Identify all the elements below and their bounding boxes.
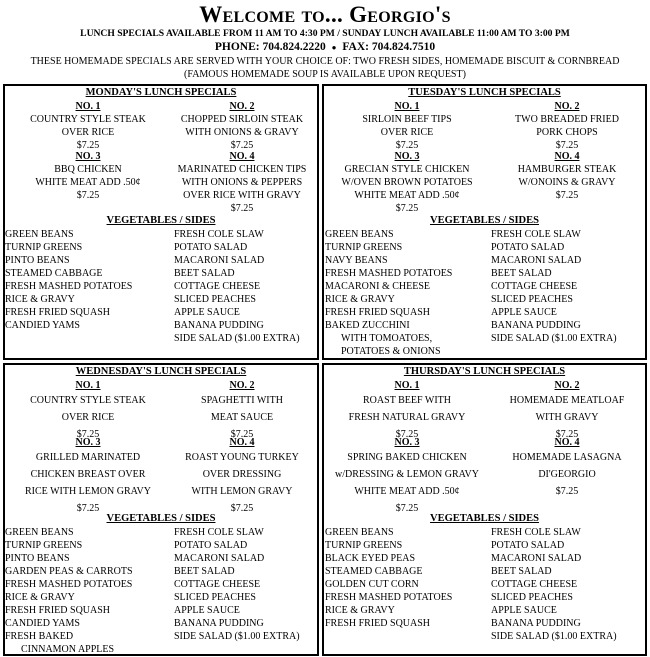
- special-number: NO. 1: [394, 380, 420, 391]
- special-line: HOMEMADE MEATLOAF: [509, 395, 625, 406]
- side-item: TURNIP GREENS: [5, 242, 83, 253]
- side-item: BAKED ZUCCHINI: [325, 320, 410, 331]
- vegetables-left-list: [5, 228, 132, 332]
- side-item: FRESH FRIED SQUASH: [325, 618, 431, 629]
- wednesday-title: WEDNESDAY'S LUNCH SPECIALS: [75, 366, 247, 377]
- side-item: BEET SALAD: [491, 268, 552, 279]
- side-item: RICE & GRAVY: [325, 605, 395, 616]
- side-item: FRESH MASHED POTATOES: [5, 281, 133, 292]
- side-item: COTTAGE CHEESE: [491, 579, 578, 590]
- special-line: BBQ CHICKEN: [54, 164, 122, 175]
- page-title: Welcome to... Georgio's: [199, 2, 451, 27]
- monday-special-n1: [11, 101, 165, 152]
- special-line: COUNTRY STYLE STEAK: [30, 395, 146, 406]
- special-line: HOMEMADE LASAGNA: [512, 452, 622, 463]
- side-item: GREEN BEANS: [325, 229, 394, 240]
- side-item: GOLDEN CUT CORN: [325, 579, 419, 590]
- special-line: FRESH NATURAL GRAVY: [348, 412, 466, 423]
- special-line: DI'GEORGIO: [538, 469, 596, 480]
- side-item: COTTAGE CHEESE: [174, 579, 261, 590]
- side-item: BANANA PUDDING: [174, 618, 264, 629]
- special-line: OVER RICE: [61, 127, 115, 138]
- vegetables-sides-title: VEGETABLES / SIDES: [430, 513, 539, 524]
- special-line: $7.25: [555, 429, 579, 440]
- tuesday-special-n1: [330, 101, 484, 152]
- special-line: $7.25: [76, 190, 100, 201]
- special-line: $7.25: [230, 140, 254, 151]
- side-item: SLICED PEACHES: [491, 592, 573, 603]
- side-item: APPLE SAUCE: [491, 307, 557, 318]
- fax-number: FAX: 704.824.7510: [342, 41, 436, 53]
- special-line: WHITE MEAT ADD .50¢: [354, 190, 460, 201]
- special-line: ROAST YOUNG TURKEY: [185, 452, 299, 463]
- thursday-special-n4: [490, 437, 644, 500]
- side-item: GREEN BEANS: [5, 527, 74, 538]
- vegetables-left-list: [325, 228, 452, 358]
- side-item: POTATO SALAD: [491, 242, 565, 253]
- tuesday-specials-box: [322, 84, 647, 360]
- side-item: BEET SALAD: [174, 566, 235, 577]
- side-item: GREEN BEANS: [5, 229, 74, 240]
- special-line: $7.25: [395, 503, 419, 514]
- side-item: FRESH COLE SLAW: [174, 527, 264, 538]
- thursday-special-n1: [330, 380, 484, 443]
- side-item: FRESH MASHED POTATOES: [5, 579, 133, 590]
- special-line: GRECIAN STYLE CHICKEN: [344, 164, 470, 175]
- side-item: APPLE SAUCE: [174, 605, 240, 616]
- special-line: MEAT SAUCE: [210, 412, 274, 423]
- special-line: TWO BREADED FRIED: [515, 114, 619, 125]
- side-item: RICE & GRAVY: [325, 294, 395, 305]
- special-number: NO. 4: [554, 151, 580, 162]
- tuesday-special-n3: [330, 151, 484, 215]
- special-line: WITH GRAVY: [535, 412, 599, 423]
- vegetables-left-list: [325, 526, 452, 630]
- vegetables-right-list: [174, 526, 300, 643]
- special-line: GRILLED MARINATED: [35, 452, 141, 463]
- special-number: NO. 4: [229, 151, 255, 162]
- side-item: SIDE SALAD ($1.00 EXTRA): [491, 333, 617, 344]
- vegetables-right-list: [491, 228, 617, 345]
- special-line: $7.25: [395, 203, 419, 214]
- side-item: FRESH FRIED SQUASH: [325, 307, 431, 318]
- special-line: $7.25: [230, 429, 254, 440]
- side-item: STEAMED CABBAGE: [5, 268, 103, 279]
- special-line: CHICKEN BREAST OVER: [30, 469, 146, 480]
- special-line: w/DRESSING & LEMON GRAVY: [335, 469, 479, 480]
- side-item: FRESH MASHED POTATOES: [325, 268, 453, 279]
- intro-text: THESE HOMEMADE SPECIALS ARE SERVED WITH YOUR CHOICE OF: TWO FRESH SIDES, HOMEMADE BISCUIT & CORNBREAD: [30, 56, 620, 67]
- special-number: NO. 2: [554, 380, 580, 391]
- special-line: $7.25: [395, 429, 419, 440]
- vegetables-sides-title: VEGETABLES / SIDES: [430, 215, 539, 226]
- special-line: PORK CHOPS: [536, 127, 598, 138]
- side-item: PINTO BEANS: [5, 255, 70, 266]
- special-number: NO. 4: [229, 437, 255, 448]
- special-line: W/OVEN BROWN POTATOES: [341, 177, 473, 188]
- side-item: APPLE SAUCE: [174, 307, 240, 318]
- special-line: $7.25: [76, 140, 100, 151]
- special-line: $7.25: [555, 486, 579, 497]
- special-number: NO. 3: [75, 437, 101, 448]
- special-number: NO. 1: [75, 101, 101, 112]
- thursday-special-n3: [330, 437, 484, 517]
- special-line: $7.25: [230, 503, 254, 514]
- special-line: $7.25: [395, 140, 419, 151]
- special-line: WITH ONIONS & GRAVY: [185, 127, 299, 138]
- special-number: NO. 2: [554, 101, 580, 112]
- special-line: MARINATED CHICKEN TIPS: [177, 164, 307, 175]
- special-number: NO. 3: [75, 151, 101, 162]
- monday-title: MONDAY'S LUNCH SPECIALS: [85, 87, 237, 98]
- special-number: NO. 3: [394, 151, 420, 162]
- wednesday-special-n1: [11, 380, 165, 443]
- special-line: SPRING BAKED CHICKEN: [347, 452, 467, 463]
- side-item: SLICED PEACHES: [174, 592, 256, 603]
- side-item: NAVY BEANS: [325, 255, 388, 266]
- lunch-hours: LUNCH SPECIALS AVAILABLE FROM 11 AM TO 4:30 PM / SUNDAY LUNCH AVAILABLE 11:00 AM TO 3:00 PM: [80, 28, 570, 39]
- side-item: COTTAGE CHEESE: [174, 281, 261, 292]
- monday-specials-box: [3, 84, 319, 360]
- special-number: NO. 2: [229, 101, 255, 112]
- side-item: BANANA PUDDING: [491, 320, 581, 331]
- side-item: BLACK EYED PEAS: [325, 553, 416, 564]
- special-line: RICE WITH LEMON GRAVY: [24, 486, 151, 497]
- contact-line: [0, 40, 650, 55]
- side-item: BANANA PUDDING: [174, 320, 264, 331]
- thursday-specials-box: [322, 363, 647, 656]
- special-line: $7.25: [555, 140, 579, 151]
- side-item: MACARONI SALAD: [174, 553, 265, 564]
- special-line: WITH LEMON GRAVY: [191, 486, 293, 497]
- special-line: ROAST BEEF WITH: [363, 395, 451, 406]
- side-item: FRESH MASHED POTATOES: [325, 592, 453, 603]
- vegetables-right-list: [491, 526, 617, 643]
- vegetables-sides-title: VEGETABLES / SIDES: [106, 215, 216, 226]
- side-item: SIDE SALAD ($1.00 EXTRA): [491, 631, 617, 642]
- side-item: MACARONI SALAD: [174, 255, 265, 266]
- side-item: POTATO SALAD: [174, 540, 248, 551]
- side-item: TURNIP GREENS: [325, 242, 403, 253]
- side-item: GARDEN PEAS & CARROTS: [5, 566, 133, 577]
- special-number: NO. 3: [394, 437, 420, 448]
- special-line: $7.25: [76, 429, 100, 440]
- tuesday-title: TUESDAY'S LUNCH SPECIALS: [408, 87, 561, 98]
- special-number: NO. 1: [75, 380, 101, 391]
- side-item: RICE & GRAVY: [5, 592, 75, 603]
- side-item: FRESH FRIED SQUASH: [5, 605, 111, 616]
- bullet-separator: ●: [331, 43, 337, 52]
- monday-special-n4: [165, 151, 319, 215]
- side-item: CANDIED YAMS: [5, 320, 80, 331]
- special-line: SPAGHETTI WITH: [201, 395, 283, 406]
- special-line: OVER RICE: [61, 412, 115, 423]
- side-item: MACARONI SALAD: [491, 553, 582, 564]
- special-number: NO. 4: [554, 437, 580, 448]
- side-item: GREEN BEANS: [325, 527, 394, 538]
- side-item: SLICED PEACHES: [174, 294, 256, 305]
- vegetables-left-list: [5, 526, 133, 656]
- side-item: CINNAMON APPLES: [21, 644, 115, 655]
- side-item: FRESH COLE SLAW: [174, 229, 264, 240]
- wednesday-special-n2: [165, 380, 319, 443]
- wednesday-specials-box: [3, 363, 319, 656]
- tuesday-special-n4: [490, 151, 644, 202]
- special-line: W/ONOINS & GRAVY: [518, 177, 616, 188]
- thursday-title: THURSDAY'S LUNCH SPECIALS: [403, 366, 566, 377]
- wednesday-special-n4: [165, 437, 319, 517]
- thursday-special-n2: [490, 380, 644, 443]
- special-line: WHITE MEAT ADD .50¢: [35, 177, 141, 188]
- special-number: NO. 1: [394, 101, 420, 112]
- wednesday-special-n3: [11, 437, 165, 517]
- monday-special-n3: [11, 151, 165, 202]
- special-line: HAMBURGER STEAK: [517, 164, 617, 175]
- special-line: OVER RICE WITH GRAVY: [183, 190, 301, 201]
- side-item: STEAMED CABBAGE: [325, 566, 423, 577]
- side-item: WITH TOMOATOES,: [341, 333, 433, 344]
- monday-special-n2: [165, 101, 319, 152]
- phone-number: PHONE: 704.824.2220: [214, 41, 326, 53]
- side-item: APPLE SAUCE: [491, 605, 557, 616]
- side-item: BEET SALAD: [174, 268, 235, 279]
- special-line: WITH ONIONS & PEPPERS: [181, 177, 303, 188]
- side-item: MACARONI SALAD: [491, 255, 582, 266]
- special-line: CHOPPED SIRLOIN STEAK: [180, 114, 304, 125]
- side-item: FRESH COLE SLAW: [491, 229, 581, 240]
- side-item: RICE & GRAVY: [5, 294, 75, 305]
- special-number: NO. 2: [229, 380, 255, 391]
- special-line: SIRLOIN BEEF TIPS: [362, 114, 452, 125]
- vegetables-sides-title: VEGETABLES / SIDES: [106, 513, 216, 524]
- side-item: CANDIED YAMS: [5, 618, 80, 629]
- side-item: BEET SALAD: [491, 566, 552, 577]
- vegetables-right-list: [174, 228, 300, 345]
- side-item: BANANA PUDDING: [491, 618, 581, 629]
- side-item: SIDE SALAD ($1.00 EXTRA): [174, 631, 300, 642]
- side-item: COTTAGE CHEESE: [491, 281, 578, 292]
- tuesday-special-n2: [490, 101, 644, 152]
- special-line: COUNTRY STYLE STEAK: [30, 114, 146, 125]
- side-item: FRESH BAKED: [5, 631, 74, 642]
- special-line: WHITE MEAT ADD .50¢: [354, 486, 460, 497]
- side-item: TURNIP GREENS: [325, 540, 403, 551]
- special-line: $7.25: [555, 190, 579, 201]
- side-item: FRESH FRIED SQUASH: [5, 307, 111, 318]
- side-item: POTATO SALAD: [491, 540, 565, 551]
- special-line: OVER DRESSING: [202, 469, 282, 480]
- side-item: POTATOES & ONIONS: [341, 346, 441, 357]
- special-line: OVER RICE: [380, 127, 434, 138]
- special-line: $7.25: [230, 203, 254, 214]
- side-item: MACARONI & CHEESE: [325, 281, 431, 292]
- side-item: FRESH COLE SLAW: [491, 527, 581, 538]
- side-item: SIDE SALAD ($1.00 EXTRA): [174, 333, 300, 344]
- side-item: PINTO BEANS: [5, 553, 70, 564]
- side-item: POTATO SALAD: [174, 242, 248, 253]
- side-item: SLICED PEACHES: [491, 294, 573, 305]
- side-item: TURNIP GREENS: [5, 540, 83, 551]
- special-line: $7.25: [76, 503, 100, 514]
- soup-note: (FAMOUS HOMEMADE SOUP IS AVAILABLE UPON REQUEST): [184, 69, 466, 80]
